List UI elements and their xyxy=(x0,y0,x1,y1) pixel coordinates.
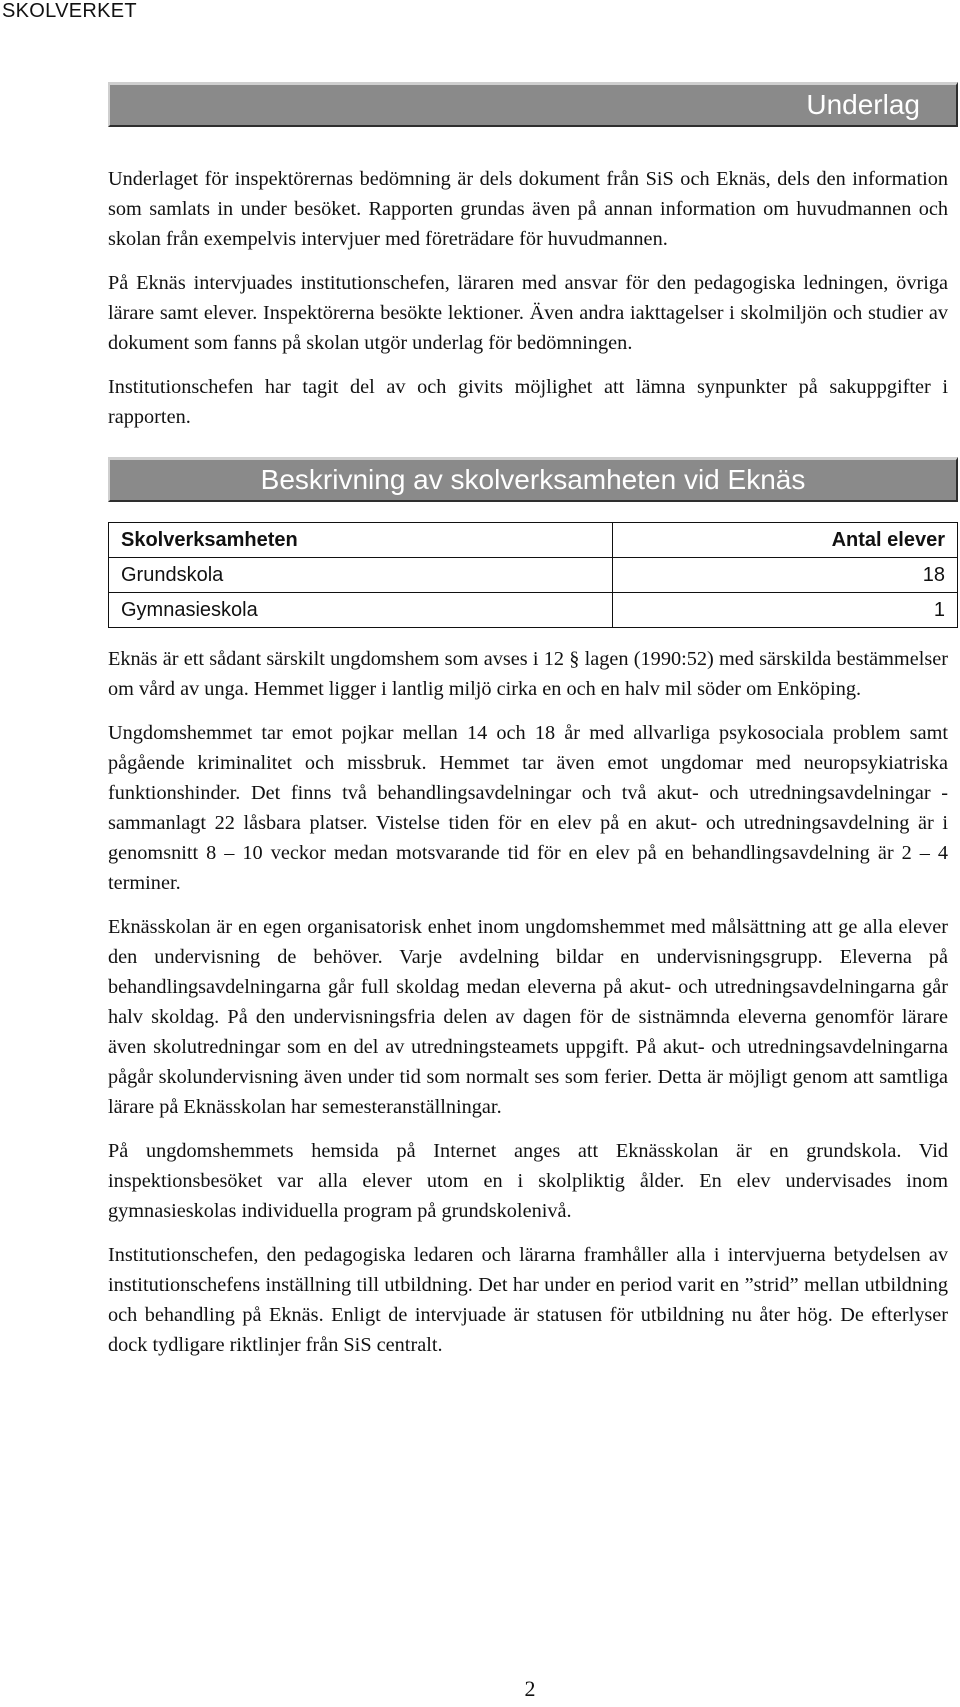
paragraph: På Eknäs intervjuades institutionschefen, läraren med ansvar för den pedagogiska ledningen, övriga lärare samt elever. Inspektörerna besökte lektioner. Även andra iakttagelser i skolmiljön och studier av dokument som fanns på skolan utgör underlag för bedömningen. xyxy=(108,272,948,354)
table-cell: 18 xyxy=(612,558,957,593)
paragraph: På ungdomshemmets hemsida på Internet anges att Eknässkolan är en grundskola. Vid inspektionsbesöket var alla elever utom en i skolpliktig ålder. En elev undervisades inom gymnasieskolas individuella program på grundskolenivå. xyxy=(108,1140,948,1222)
paragraph: Eknäs är ett sådant särskilt ungdomshem som avses i 12 § lagen (1990:52) med särskilda bestämmelser om vård av unga. Hemmet ligger i lantlig miljö cirka en och en halv mil söder om Enköping. xyxy=(108,648,948,700)
paragraph: Institutionschefen, den pedagogiska ledaren och lärarna framhåller alla i intervjuerna betydelsen av institutionschefens inställning till utbildning. Det har under en period varit en ”strid” mellan utbildning och behandling på Eknäs. Enligt de intervjuade är statusen för utbildning nu åter hög. De efterlyser dock tydligare riktlinjer från SiS centralt. xyxy=(108,1244,948,1356)
column-header: Antal elever xyxy=(612,523,957,558)
table-header-row xyxy=(109,523,958,558)
paragraph: Ungdomshemmet tar emot pojkar mellan 14 och 18 år med allvarliga psykosociala problem samt pågående kriminalitet och missbruk. Hemmet tar även emot ungdomar med neuropsykiatriska funktionshinder. Det finns två behandlingsavdelningar och två akut- och utredningsavdelningar - sammanlagt 22 låsbara platser. Vistelse tiden för en elev på en akut- och utredningsavdelning är i genomsnitt 8 – 10 veckor medan motsvarande tid för en elev på en behandlingsavdelning är 2 – 4 terminer. xyxy=(108,722,948,894)
table-row xyxy=(109,593,958,628)
running-header: SKOLVERKET xyxy=(2,0,137,22)
table-row xyxy=(109,558,958,593)
paragraph: Underlaget för inspektörernas bedömning är dels dokument från SiS och Eknäs, dels den information som samlats in under besöket. Rapporten grundas även på annan information om huvudmannen och skolan från exempelvis intervjuer med företrädare för huvudmannen. xyxy=(108,168,948,250)
paragraph: Eknässkolan är en egen organisatorisk enhet inom ungdomshemmet med målsättning att ge alla elever den undervisning de behöver. Varje avdelning bildar en undervisningsgrupp. Eleverna på behandlingsavdelningarna går full skoldag medan eleverna på akut- och utredningsavdelningarna går halv skoldag. På den undervisningsfria delen av dagen för de sistnämnda eleverna genomför lärare även skolutredningar som en del av utredningsteamets uppgift. På akut- och utredningsavdelningarna pågår skolundervisning även under tid som normalt ses som ferier. Detta är möjligt genom att samtliga lärare på Eknässkolan har semesteranställningar. xyxy=(108,916,948,1118)
page-content xyxy=(108,82,960,1360)
page-number: 2 xyxy=(524,1676,536,1701)
section-heading-underlag xyxy=(108,82,958,127)
table-cell: 1 xyxy=(612,593,957,628)
student-count-table xyxy=(108,522,958,628)
section-heading-text: Beskrivning av skolverksamheten vid Eknäs xyxy=(260,464,806,495)
table-cell: Grundskola xyxy=(109,558,613,593)
table-cell: Gymnasieskola xyxy=(109,593,613,628)
paragraph: Institutionschefen har tagit del av och givits möjlighet att lämna synpunkter på sakuppgifter i rapporten. xyxy=(108,376,948,428)
column-header: Skolverksamheten xyxy=(109,523,613,558)
section-heading-beskrivning xyxy=(108,457,958,502)
section-heading-text: Underlag xyxy=(806,89,920,120)
